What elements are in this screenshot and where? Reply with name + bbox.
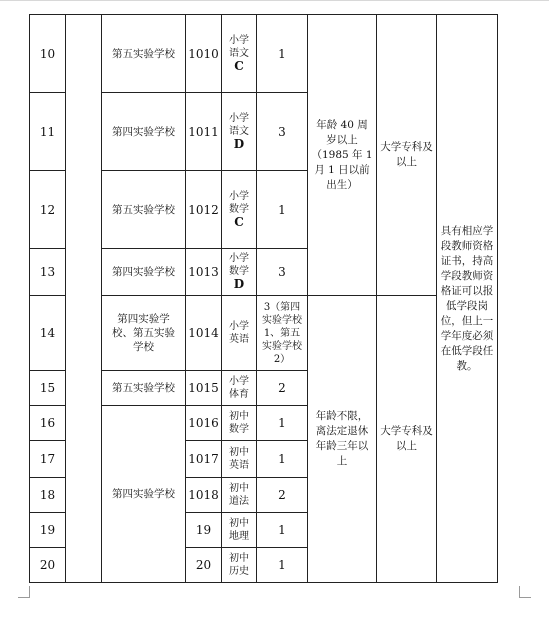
subject-cell: 小学体育 [222,371,257,406]
subject-cell: 初中英语 [222,441,257,478]
subject-letter: D [233,136,245,151]
post-code: 1014 [186,296,222,371]
subject-cell: 初中历史 [222,548,257,583]
post-code: 1013 [186,249,222,296]
corner-mark [29,586,30,598]
subject-cell: 初中道法 [222,478,257,513]
school-cell: 第五实验学校 [102,15,186,93]
subject-cell [222,171,257,249]
recruitment-table [29,14,498,583]
subject-line: 小学 [229,253,249,264]
row-number: 18 [30,478,66,513]
school-cell: 第四实验学校 [102,406,186,583]
hire-count: 1 [257,548,308,583]
subject-cell [222,249,257,296]
education-requirement: 大学专科及以上 [377,296,437,583]
hire-count: 2 [257,478,308,513]
subject-line: 小学 [229,112,249,124]
post-code: 20 [186,548,222,583]
other-requirement: 具有相应学段教师资格证书，持高学段教师资格证可以报低学段岗位，但上一学年度必须在低学段任教。 [437,15,498,583]
row-number: 13 [30,249,66,296]
row-number: 15 [30,371,66,406]
post-code: 1012 [186,171,222,249]
hire-count: 3（第四实验学校 1、第五实验学校 2） [257,296,308,371]
subject-line: 语文 [229,125,249,137]
subject-line: 数学 [229,203,249,215]
subject-letter: C [234,214,244,229]
row-number: 20 [30,548,66,583]
hire-count: 1 [257,15,308,93]
subject-letter: D [233,277,245,291]
row-number: 10 [30,15,66,93]
subject-letter: C [234,58,244,73]
row-number: 16 [30,406,66,441]
hire-count: 2 [257,371,308,406]
blank-column-cell [66,15,102,583]
school-cell: 第四实验学校 [102,249,186,296]
age-requirement: 年龄不限，离法定退休年龄三年以上 [308,296,377,583]
row-number: 17 [30,441,66,478]
hire-count: 1 [257,441,308,478]
subject-line: 数学 [229,266,249,277]
school-cell: 第五实验学校 [102,171,186,249]
subject-line: 小学 [229,190,249,202]
hire-count: 1 [257,406,308,441]
hire-count: 1 [257,513,308,548]
hire-count: 3 [257,249,308,296]
education-requirement: 大学专科及以上 [377,15,437,296]
subject-cell [222,93,257,171]
subject-cell: 小学英语 [222,296,257,371]
hire-count: 1 [257,171,308,249]
corner-mark [519,586,520,598]
post-code: 1018 [186,478,222,513]
subject-cell: 初中地理 [222,513,257,548]
post-code: 1015 [186,371,222,406]
school-cell: 第四实验学校、第五实验学校 [102,296,186,371]
school-cell: 第四实验学校 [102,93,186,171]
row-number: 14 [30,296,66,371]
post-code: 1010 [186,15,222,93]
subject-line: 语文 [229,47,249,59]
subject-cell: 初中数学 [222,406,257,441]
post-code: 1017 [186,441,222,478]
subject-cell [222,15,257,93]
school-cell: 第五实验学校 [102,371,186,406]
row-number: 11 [30,93,66,171]
corner-mark [519,597,531,598]
post-code: 19 [186,513,222,548]
page-top-rule [0,0,549,1]
row-number: 19 [30,513,66,548]
post-code: 1011 [186,93,222,171]
table-row [30,15,498,93]
hire-count: 3 [257,93,308,171]
row-number: 12 [30,171,66,249]
subject-line: 小学 [229,34,249,46]
post-code: 1016 [186,406,222,441]
age-requirement: 年龄 40 周岁以上（1985 年 1 月 1 日以前出生） [308,15,377,296]
